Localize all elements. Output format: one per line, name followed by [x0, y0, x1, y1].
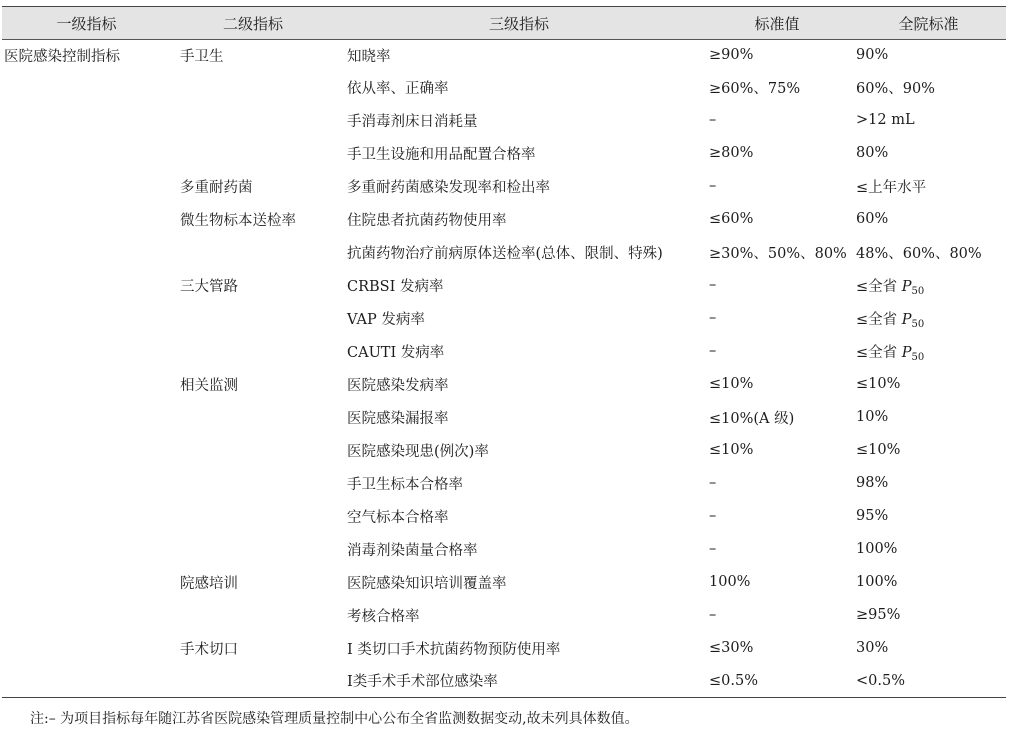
cell-hospital-standard	[851, 335, 1006, 368]
cell-level2: 院感培训	[180, 575, 238, 592]
cell-level3: Ⅰ类手术手术部位感染率	[335, 665, 703, 698]
cell-standard-value: ≤10%	[709, 442, 754, 458]
cell-level1	[2, 500, 171, 533]
cell-standard-value: –	[709, 178, 717, 194]
percentile-subscript: 50	[911, 351, 925, 363]
cell-level2	[171, 302, 335, 335]
cell-level3: 知晓率	[347, 48, 391, 65]
cell-level1	[2, 632, 171, 665]
cell-level3: 医院感染漏报率	[347, 410, 449, 427]
cell-standard-value: ≤0.5%	[703, 665, 851, 698]
cell-hospital-standard: <0.5%	[851, 665, 1006, 698]
cell-level2	[171, 137, 335, 170]
cell-level3: 空气标本合格率	[347, 509, 449, 526]
cell-level3: 抗菌药物治疗前病原体送检率(总体、限制、特殊)	[347, 245, 663, 262]
cell-level3: 消毒剂染菌量合格率	[347, 542, 478, 559]
cell-standard-value: 100%	[709, 574, 751, 590]
cell-level2	[171, 236, 335, 269]
cell-level3: 医院感染知识培训覆盖率	[347, 575, 507, 592]
cell-standard-value: ≥90%	[709, 47, 754, 64]
cell-level3: CAUTI 发病率	[347, 344, 445, 361]
header-level3: 三级指标	[335, 7, 703, 40]
cell-level2: 手术切口	[180, 641, 238, 658]
cell-standard-value: –	[709, 343, 717, 359]
cell-standard-value: –	[709, 277, 717, 293]
cell-level2: 多重耐药菌	[180, 179, 253, 196]
cell-standard-value: –	[709, 475, 717, 491]
cell-hospital-standard: 80%	[856, 145, 889, 161]
cell-hospital-standard: ≤10%	[856, 442, 901, 458]
header-row	[2, 7, 1006, 40]
table-footnote: 注:– 为项目指标每年随江苏省医院感染管理质量控制中心公布全省监测数据变动,故未列具体数值。	[30, 711, 639, 727]
cell-hospital-standard: 90%	[856, 47, 889, 64]
cell-level3: 考核合格率	[347, 608, 420, 625]
cell-level1	[2, 203, 171, 236]
cell-level2: 微生物标本送检率	[180, 212, 296, 229]
cell-level1	[2, 467, 171, 500]
cell-level3: 手消毒剂床日消耗量	[347, 113, 478, 130]
cell-hospital-standard: 95%	[856, 508, 889, 524]
cell-level3: I 类切口手术抗菌药物预防使用率	[347, 641, 561, 658]
table-row	[2, 40, 1006, 71]
cell-standard-value: –	[709, 310, 717, 326]
cell-level3: 多重耐药菌感染发现率和检出率	[347, 179, 550, 196]
table-row	[2, 566, 1006, 599]
cell-level1	[2, 566, 171, 599]
hospital-standard-text: ≤全省 P	[856, 344, 912, 361]
table-row	[2, 170, 1006, 203]
cell-standard-value: ≤10%(A 级)	[709, 410, 795, 427]
table-row	[2, 302, 1006, 335]
cell-level3: 手卫生标本合格率	[347, 476, 463, 493]
cell-level1	[2, 599, 171, 632]
table-row	[2, 401, 1006, 434]
table-row	[2, 467, 1006, 500]
cell-level1	[2, 236, 171, 269]
table-row	[2, 236, 1006, 269]
cell-hospital-standard: ≤10%	[856, 376, 901, 392]
table-row	[2, 137, 1006, 170]
header-level1: 一级指标	[2, 7, 171, 40]
table-row	[2, 71, 1006, 104]
cell-level1	[2, 137, 171, 170]
cell-level3: 手卫生设施和用品配置合格率	[347, 146, 536, 163]
header-standard-value: 标准值	[703, 7, 851, 40]
cell-standard-value: –	[709, 112, 717, 128]
cell-hospital-standard: ≤上年水平	[856, 179, 927, 196]
cell-hospital-standard: 100%	[856, 541, 898, 557]
cell-level1	[2, 269, 171, 302]
table-row	[2, 434, 1006, 467]
cell-hospital-standard: 100%	[856, 574, 898, 590]
cell-level1	[2, 368, 171, 401]
cell-hospital-standard	[851, 302, 1006, 335]
cell-level1	[2, 170, 171, 203]
cell-standard-value: ≥30%、50%、80%	[709, 245, 847, 262]
cell-level1	[2, 335, 171, 368]
table-row	[2, 500, 1006, 533]
cell-level2	[171, 599, 335, 632]
table-row	[2, 203, 1006, 236]
table-row	[2, 632, 1006, 665]
cell-level2	[171, 104, 335, 137]
cell-level2	[171, 467, 335, 500]
cell-level1	[2, 401, 171, 434]
cell-level1	[2, 434, 171, 467]
table-header	[2, 7, 1006, 40]
hospital-standard-text: ≤全省 P	[856, 278, 912, 295]
cell-hospital-standard: 10%	[856, 409, 889, 425]
hospital-standard-text: ≤全省 P	[856, 311, 912, 328]
cell-level2	[171, 434, 335, 467]
cell-level2: 相关监测	[180, 377, 238, 394]
cell-hospital-standard: >12 mL	[856, 112, 915, 128]
cell-standard-value: ≥60%、75%	[709, 80, 801, 97]
cell-hospital-standard: 60%、90%	[856, 80, 935, 97]
table-row	[2, 533, 1006, 566]
cell-level3: CRBSI 发病率	[347, 278, 444, 295]
cell-level1	[2, 665, 171, 698]
cell-level2	[171, 401, 335, 434]
table-row	[2, 335, 1006, 368]
header-level2: 二级指标	[171, 7, 335, 40]
table-row	[2, 665, 1006, 698]
cell-hospital-standard: ≥95%	[856, 607, 901, 623]
cell-level1	[2, 533, 171, 566]
cell-level2: 手卫生	[180, 48, 224, 65]
cell-standard-value: –	[709, 541, 717, 557]
cell-standard-value: –	[709, 607, 717, 623]
cell-standard-value: ≤30%	[709, 640, 754, 656]
cell-standard-value: ≤60%	[709, 211, 754, 227]
indicator-table	[2, 6, 1006, 698]
header-hospital-standard: 全院标准	[851, 7, 1006, 40]
cell-level2	[171, 335, 335, 368]
cell-level3: 依从率、正确率	[347, 80, 449, 97]
cell-level3: 医院感染现患(例次)率	[347, 443, 489, 460]
cell-level1	[2, 302, 171, 335]
cell-level3: 住院患者抗菌药物使用率	[347, 212, 507, 229]
percentile-subscript: 50	[911, 285, 925, 297]
cell-level2: 三大管路	[180, 278, 238, 295]
cell-level3: VAP 发病率	[347, 311, 425, 328]
table-row	[2, 368, 1006, 401]
cell-level2	[171, 71, 335, 104]
cell-hospital-standard: 48%、60%、80%	[856, 245, 982, 262]
cell-level2	[171, 533, 335, 566]
cell-level2	[171, 665, 335, 698]
cell-hospital-standard: 30%	[856, 640, 889, 656]
cell-standard-value: –	[709, 508, 717, 524]
cell-standard-value: ≥80%	[709, 145, 754, 161]
cell-level1: 医院感染控制指标	[4, 48, 120, 65]
cell-level1	[2, 104, 171, 137]
cell-hospital-standard: 60%	[856, 211, 889, 227]
table-row	[2, 599, 1006, 632]
cell-level2	[171, 500, 335, 533]
cell-hospital-standard	[851, 269, 1006, 302]
cell-level3: 医院感染发病率	[347, 377, 449, 394]
table-row	[2, 269, 1006, 302]
cell-standard-value: ≤10%	[709, 376, 754, 392]
cell-hospital-standard: 98%	[856, 475, 889, 491]
table-row	[2, 104, 1006, 137]
cell-level1	[2, 71, 171, 104]
percentile-subscript: 50	[911, 318, 925, 330]
table-body	[2, 40, 1006, 698]
